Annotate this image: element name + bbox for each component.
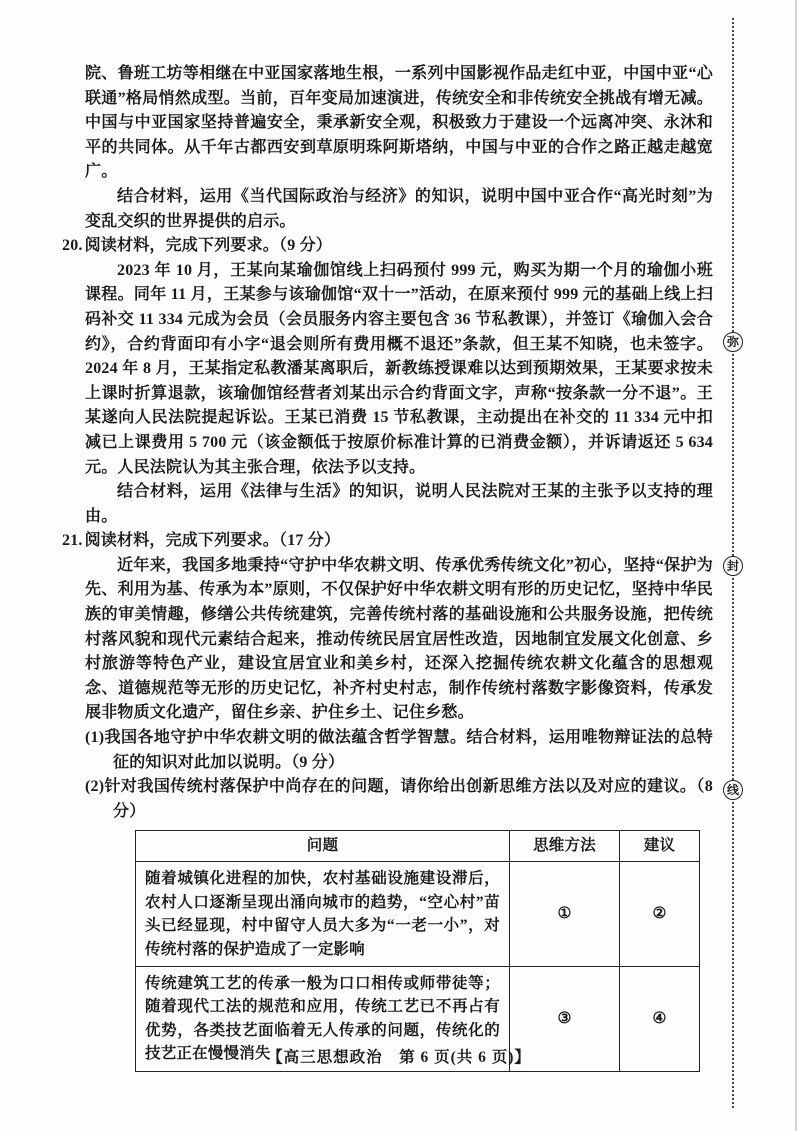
q21-subquestion-1: (1)我国各地守护中华农耕文明的做法蕴含哲学智慧。结合材料，运用唯物辩证法的总特征的知识对此加以说明。（9 分） (85, 729, 713, 771)
table-header-method: 思维方法 (510, 831, 620, 862)
question-20-heading-text: 阅读材料，完成下列要求。（9 分） (84, 237, 333, 255)
table-row (136, 862, 700, 967)
q19-question-text: 结合材料，运用《当代国际政治与经济》的知识，说明中国中亚合作“高光时刻”为变乱交织的世界提供的启示。 (85, 187, 713, 230)
seal-char-feng: 封 (723, 556, 743, 576)
table-header-suggestion: 建议 (620, 831, 700, 862)
seal-char-xian: 线 (723, 780, 743, 800)
table-cell-problem-2: 传统建筑工艺的传承一般为口口相传或师带徒等；随着现代工法的规范和应用，传统工艺已不再占有优势，各类技艺面临着无人传承的问题，传统化的技艺正在慢慢消失 (136, 967, 510, 1072)
question-21-heading (62, 529, 713, 554)
q20-material: 2023 年 10 月，王某向某瑜伽馆线上扫码预付 999 元，购买为期一个月的瑜伽小班课程。同年 11 月，王某参与该瑜伽馆“双十一”活动，在原来预付 999 元的基础上线上扫码补交 11 334 元成为会员（会员服务内容主要包含 36 节私教课），并签订《瑜伽入会合约》，合约背面印有小字“退会则所有费用概不退还”条款，但王某不知晓，也未签字。2024 年 8 月，王某指定私教潘某离职后，新教练授课难以达到预期效果，王某要求按未上课时折算退款，该瑜伽馆经营者刘某出示合约背面文字，声称“按条款一分不退”。王某遂向人民法院提起诉讼。王某已消费 15 节私教课，主动提出在补交的 11 334 元中扣减已上课费用 5 700 元（该金额低于按原价标准计算的已消费金额），并诉请返还 5 634 元。人民法院认为其主张合理，依法予以支持。 (85, 261, 713, 476)
table-cell-method-1: ① (510, 862, 620, 967)
seal-dotted-line (726, 18, 739, 1108)
table-cell-suggestion-1: ② (620, 862, 700, 967)
table-header-problem: 问题 (136, 831, 510, 862)
table-header-row (136, 831, 700, 862)
q19-material-continuation: 院、鲁班工坊等相继在中亚国家落地生根，一系列中国影视作品走红中亚，中国中亚“心联通”格局悄然成型。当前，百年变局加速演进，传统安全和非传统安全挑战有增无减。中国与中亚国家坚持普遍安全，秉承新安全观，积极致力于建设一个远离冲突、永沐和平的共同体。从千年古都西安到草原明珠阿斯塔纳，中国与中亚的合作之路正越走越宽广。 (85, 65, 713, 181)
question-21-heading-text: 阅读材料，完成下列要求。（17 分） (84, 532, 341, 550)
page-footer: 【高三思想政治 第 6 页(共 6 页)】 (267, 1049, 531, 1066)
exam-content (62, 62, 713, 1072)
scan-page-edge (795, 0, 797, 1131)
q21-subquestion-2: (2)针对我国传统村落保护中尚存在的问题，请你给出创新思维方法以及对应的建议。（8 分） (85, 778, 713, 820)
question-20-heading (62, 234, 713, 259)
seal-char-mi: 弥 (723, 332, 743, 352)
q21-material: 近年来，我国多地秉持“守护中华农耕文明、传承优秀传统文化”初心，坚持“保护为先、利用为基、传承为本”原则，不仅保护好中华农耕文明有形的历史记忆，坚持中华民族的审美情趣，修缮公共传统建筑，完善传统村落的基础设施和公共服务设施，把传统村落风貌和现代元素结合起来，推动传统民居宜居性改造，因地制宜发展文化创意、乡村旅游等特色产业，建设宜居宜业和美乡村，还深入挖掘传统农耕文化蕴含的思想观念、道德规范等无形的历史记忆，补齐村史村志，制作传统村落数字影像资料，传承发展非物质文化遗产，留住乡亲、护住乡土、记住乡愁。 (85, 556, 713, 722)
question-21-number: 21. (62, 532, 83, 550)
table-cell-method-2: ③ (510, 967, 620, 1072)
table-cell-problem-1: 随着城镇化进程的加快，农村基础设施建设滞后，农村人口逐渐呈现出涌向城市的趋势，“空心村”苗头已经显现，村中留守人员大多为“一老一小”，对传统村落的保护造成了一定影响 (136, 862, 510, 967)
table-cell-suggestion-2: ④ (620, 967, 700, 1072)
q20-question-text: 结合材料，运用《法律与生活》的知识，说明人民法院对王某的主张予以支持的理由。 (85, 483, 713, 525)
question-20-number: 20. (62, 237, 83, 255)
q21-table (135, 830, 700, 1071)
